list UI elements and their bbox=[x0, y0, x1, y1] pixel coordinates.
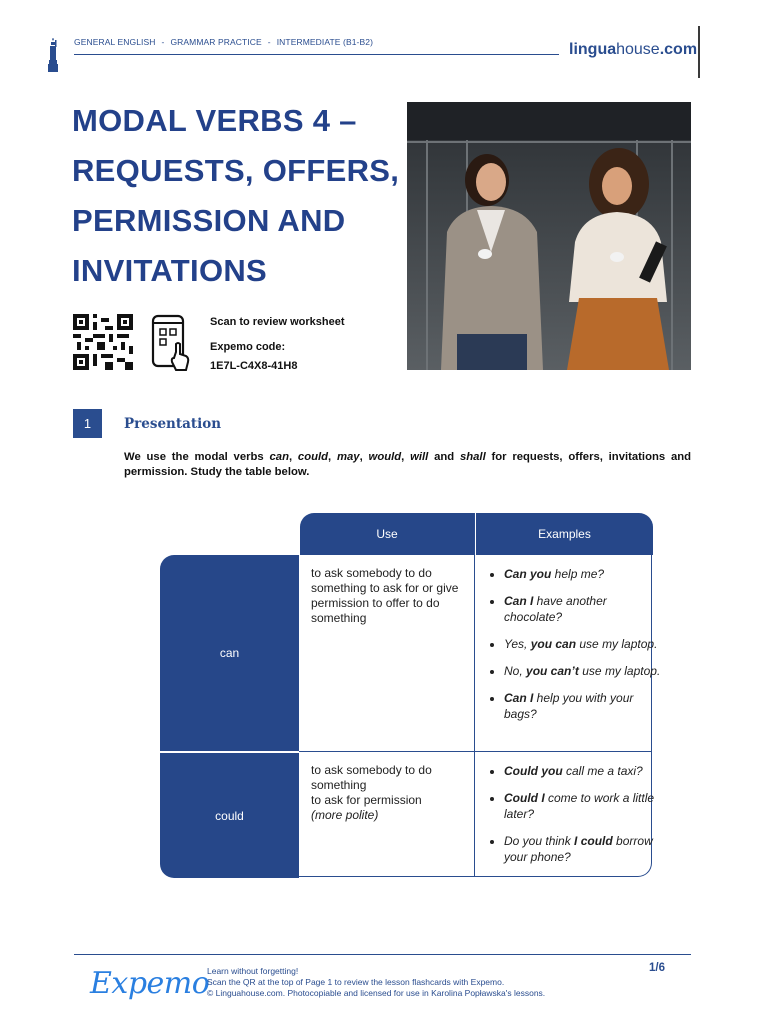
example-item: • Could I come to work a little later? bbox=[504, 790, 664, 822]
page-title bbox=[72, 96, 402, 296]
footer-text: Learn without forgetting! Scan the QR at the top of Page 1 to review the lesson flashcards with Expemo. © Linguahouse.com. Photocopiable and licensed for use in Karolina Popławska's lessons. bbox=[207, 966, 546, 998]
scan-label: Scan to review worksheet bbox=[210, 316, 345, 328]
brand-divider bbox=[698, 26, 700, 78]
example-item: • Do you think I could borrow your phone? bbox=[504, 833, 664, 865]
use-cell-could: to ask somebody to do something to ask for permission (more polite) bbox=[311, 763, 432, 822]
row-header-could: could bbox=[160, 753, 299, 878]
examples-list-could bbox=[484, 763, 664, 876]
footer-rule bbox=[74, 954, 691, 955]
phone-scan-icon bbox=[150, 314, 192, 372]
title-line: MODAL VERBS 4 – bbox=[72, 103, 357, 138]
row-divider bbox=[299, 751, 652, 752]
example-item: • No, you can’t use my laptop. bbox=[504, 663, 664, 679]
breadcrumb-item-grammar-practice[interactable]: GRAMMAR PRACTICE bbox=[170, 37, 262, 47]
column-divider bbox=[474, 513, 475, 877]
title-line: PERMISSION AND bbox=[72, 203, 346, 238]
code-label: Expemo code: bbox=[210, 341, 286, 353]
intro-paragraph: We use the modal verbs can, could, may, would, will and shall for requests, offers, invitations and permission. Study the table below. bbox=[124, 451, 692, 478]
title-line: INVITATIONS bbox=[72, 253, 268, 288]
expemo-logo[interactable]: Expemo bbox=[90, 966, 210, 1001]
example-item: • Can I help you with your bags? bbox=[504, 690, 664, 722]
table-header-use: Use bbox=[300, 513, 474, 555]
example-item: • Can you help me? bbox=[504, 566, 664, 582]
scan-info bbox=[210, 313, 345, 376]
breadcrumb-item-general-english[interactable]: GENERAL ENGLISH bbox=[74, 37, 156, 47]
header-rule bbox=[74, 54, 559, 55]
examples-list-can bbox=[484, 566, 664, 733]
statue-of-liberty-icon bbox=[46, 38, 60, 72]
example-item: • Yes, you can use my laptop. bbox=[504, 636, 664, 652]
expemo-code: 1E7L-C4X8-41H8 bbox=[210, 360, 298, 372]
title-line: REQUESTS, OFFERS, bbox=[72, 153, 400, 188]
example-item: • Could you call me a taxi? bbox=[504, 763, 664, 779]
row-header-can: can bbox=[160, 555, 299, 751]
section-title: Presentation bbox=[124, 416, 222, 432]
table-header-examples: Examples bbox=[476, 513, 653, 555]
photo-two-women bbox=[407, 102, 691, 370]
breadcrumb-item-level[interactable]: INTERMEDIATE (B1-B2) bbox=[276, 37, 373, 47]
page-number: 1/6 bbox=[649, 962, 665, 974]
use-cell-can: to ask somebody to do something to ask for or give permission to offer to do something bbox=[311, 566, 459, 625]
example-item: • Can I have another chocolate? bbox=[504, 593, 664, 625]
section-number: 1 bbox=[73, 409, 102, 438]
brand-logo[interactable]: linguahouse.com bbox=[569, 41, 698, 58]
qr-code-icon[interactable] bbox=[73, 314, 133, 370]
breadcrumb: GENERAL ENGLISH - GRAMMAR PRACTICE - INTERMEDIATE (B1-B2) bbox=[74, 37, 373, 47]
